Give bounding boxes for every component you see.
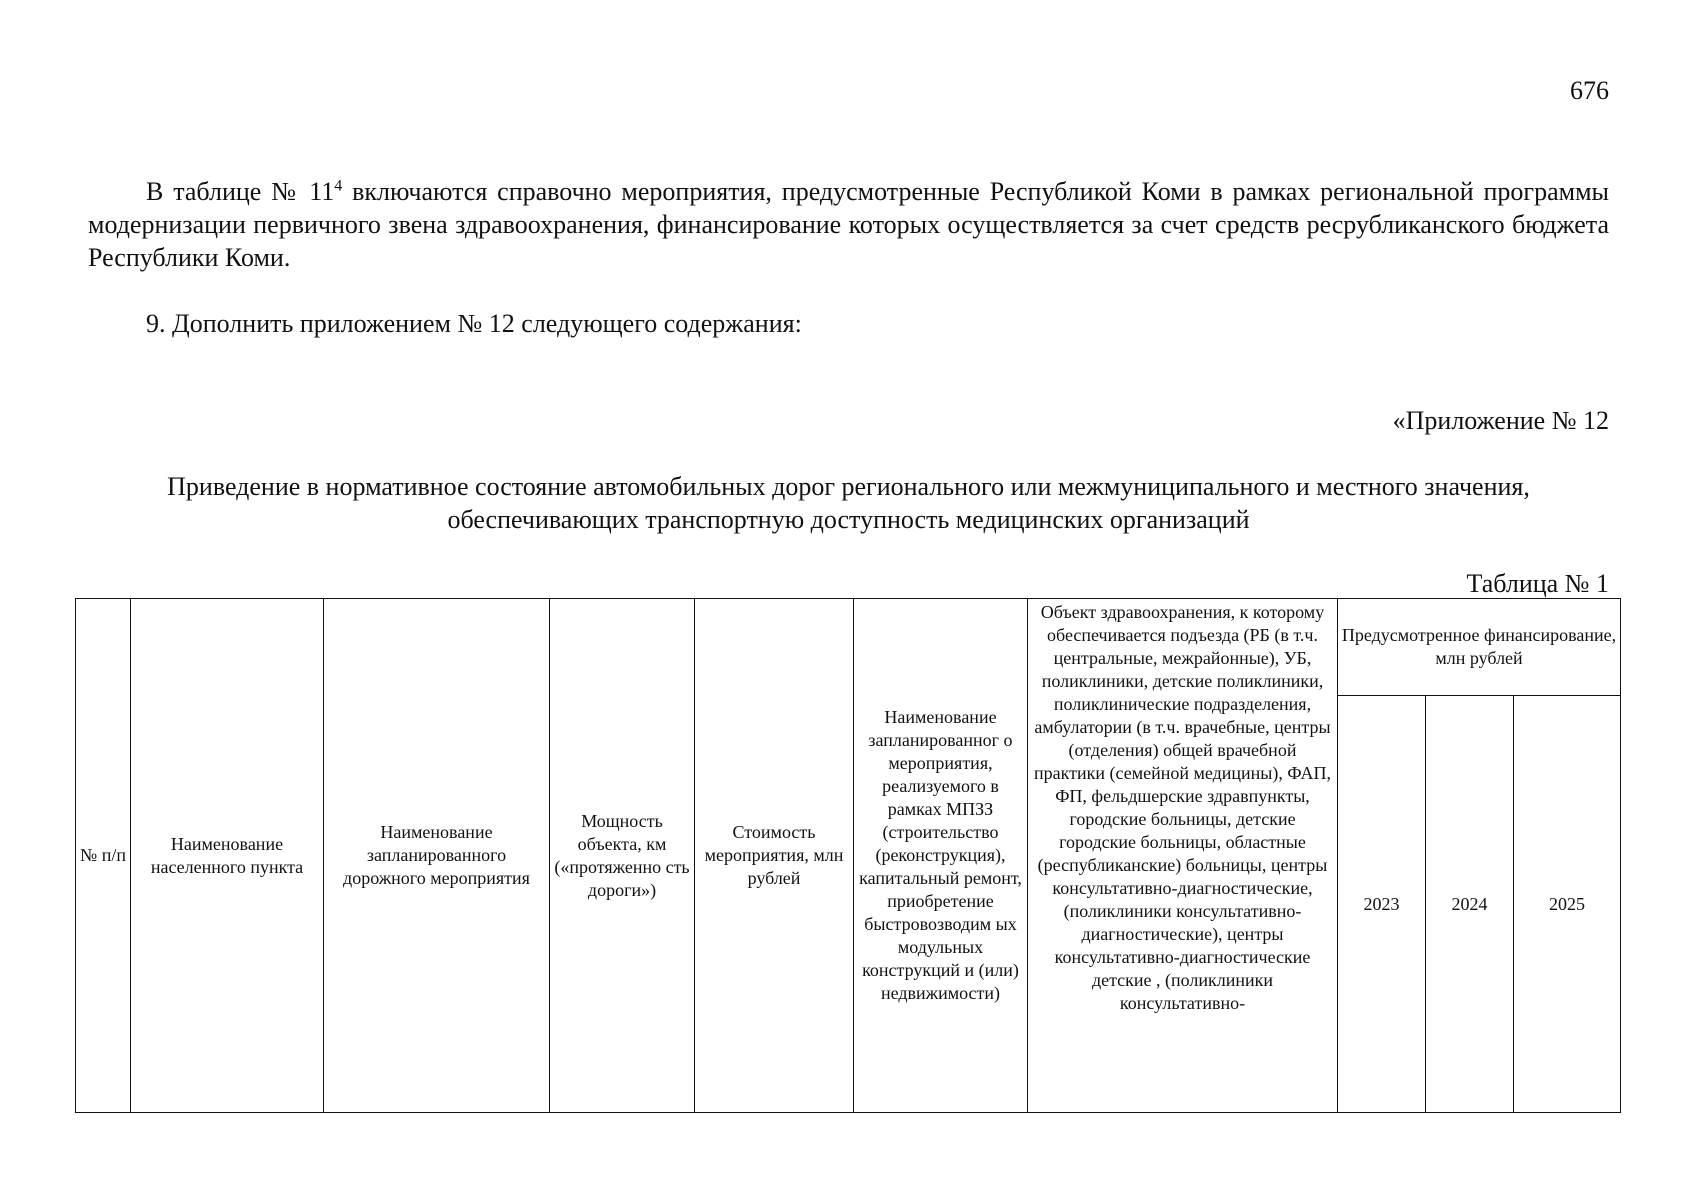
header-num: № п/п <box>76 599 131 1113</box>
amendment-item-9: 9. Дополнить приложением № 12 следующего содержания: <box>146 309 802 338</box>
table-label: Таблица № 1 <box>1466 569 1609 598</box>
header-mpzz-event: Наименование запланированног о мероприятия, реализуемого в рамках МПЗЗ (строительство (реконструкция), капитальный ремонт, приобретение быстровозводим ых модульных конструкций и (или) недвижимости) <box>854 599 1028 1113</box>
page-number: 676 <box>1570 76 1609 105</box>
header-financing: Предусмотренное финансирование, млн рублей <box>1338 599 1621 696</box>
header-cost: Стоимость мероприятия, млн рублей <box>695 599 854 1113</box>
header-road-event: Наименование запланированного дорожного мероприятия <box>324 599 550 1113</box>
footnote-superscript: 4 <box>334 177 343 195</box>
document-title <box>70 470 1627 536</box>
intro-text-start: В таблице № 11 <box>146 177 335 206</box>
header-capacity: Мощность объекта, км («протяженно сть дороги») <box>550 599 695 1113</box>
header-year-2023: 2023 <box>1338 696 1426 1113</box>
header-year-2024: 2024 <box>1426 696 1514 1113</box>
header-year-2025: 2025 <box>1514 696 1621 1113</box>
header-health-object: Объект здравоохранения, к которому обеспечивается подъезда (РБ (в т.ч. центральные, межрайонные), УБ, поликлиники, детские поликлиники, поликлинические подразделения, амбулатории (в т.ч. врачебные, центры (отделения) общей врачебной практики (семейной медицины), ФАП, ФП, фельдшерские здравпункты, городские больницы, детские городские больницы, областные (республиканские) больницы, центры консультативно-диагностические, (поликлиники консультативно-диагностические), центры консультативно-диагностические детские , (поликлиники консультативно- <box>1028 599 1338 1113</box>
intro-text-rest: включаются справочно мероприятия, предусмотренные Республикой Коми в рамках региональной программы модернизации первичного звена здравоохранения, финансирование которых осуществляется за счет средств ресрубликанского бюджета Республики Коми. <box>88 177 1609 272</box>
title-line-1: Приведение в нормативное состояние автомобильных дорог регионального или межмуниципального и местного значения, <box>167 472 1530 501</box>
title-line-2: обеспечивающих транспортную доступность медицинских организаций <box>447 505 1250 534</box>
intro-paragraph <box>88 175 1609 274</box>
appendix-reference: «Приложение № 12 <box>1392 406 1609 435</box>
roads-table <box>75 598 1621 1113</box>
header-settlement: Наименование населенного пункта <box>131 599 324 1113</box>
